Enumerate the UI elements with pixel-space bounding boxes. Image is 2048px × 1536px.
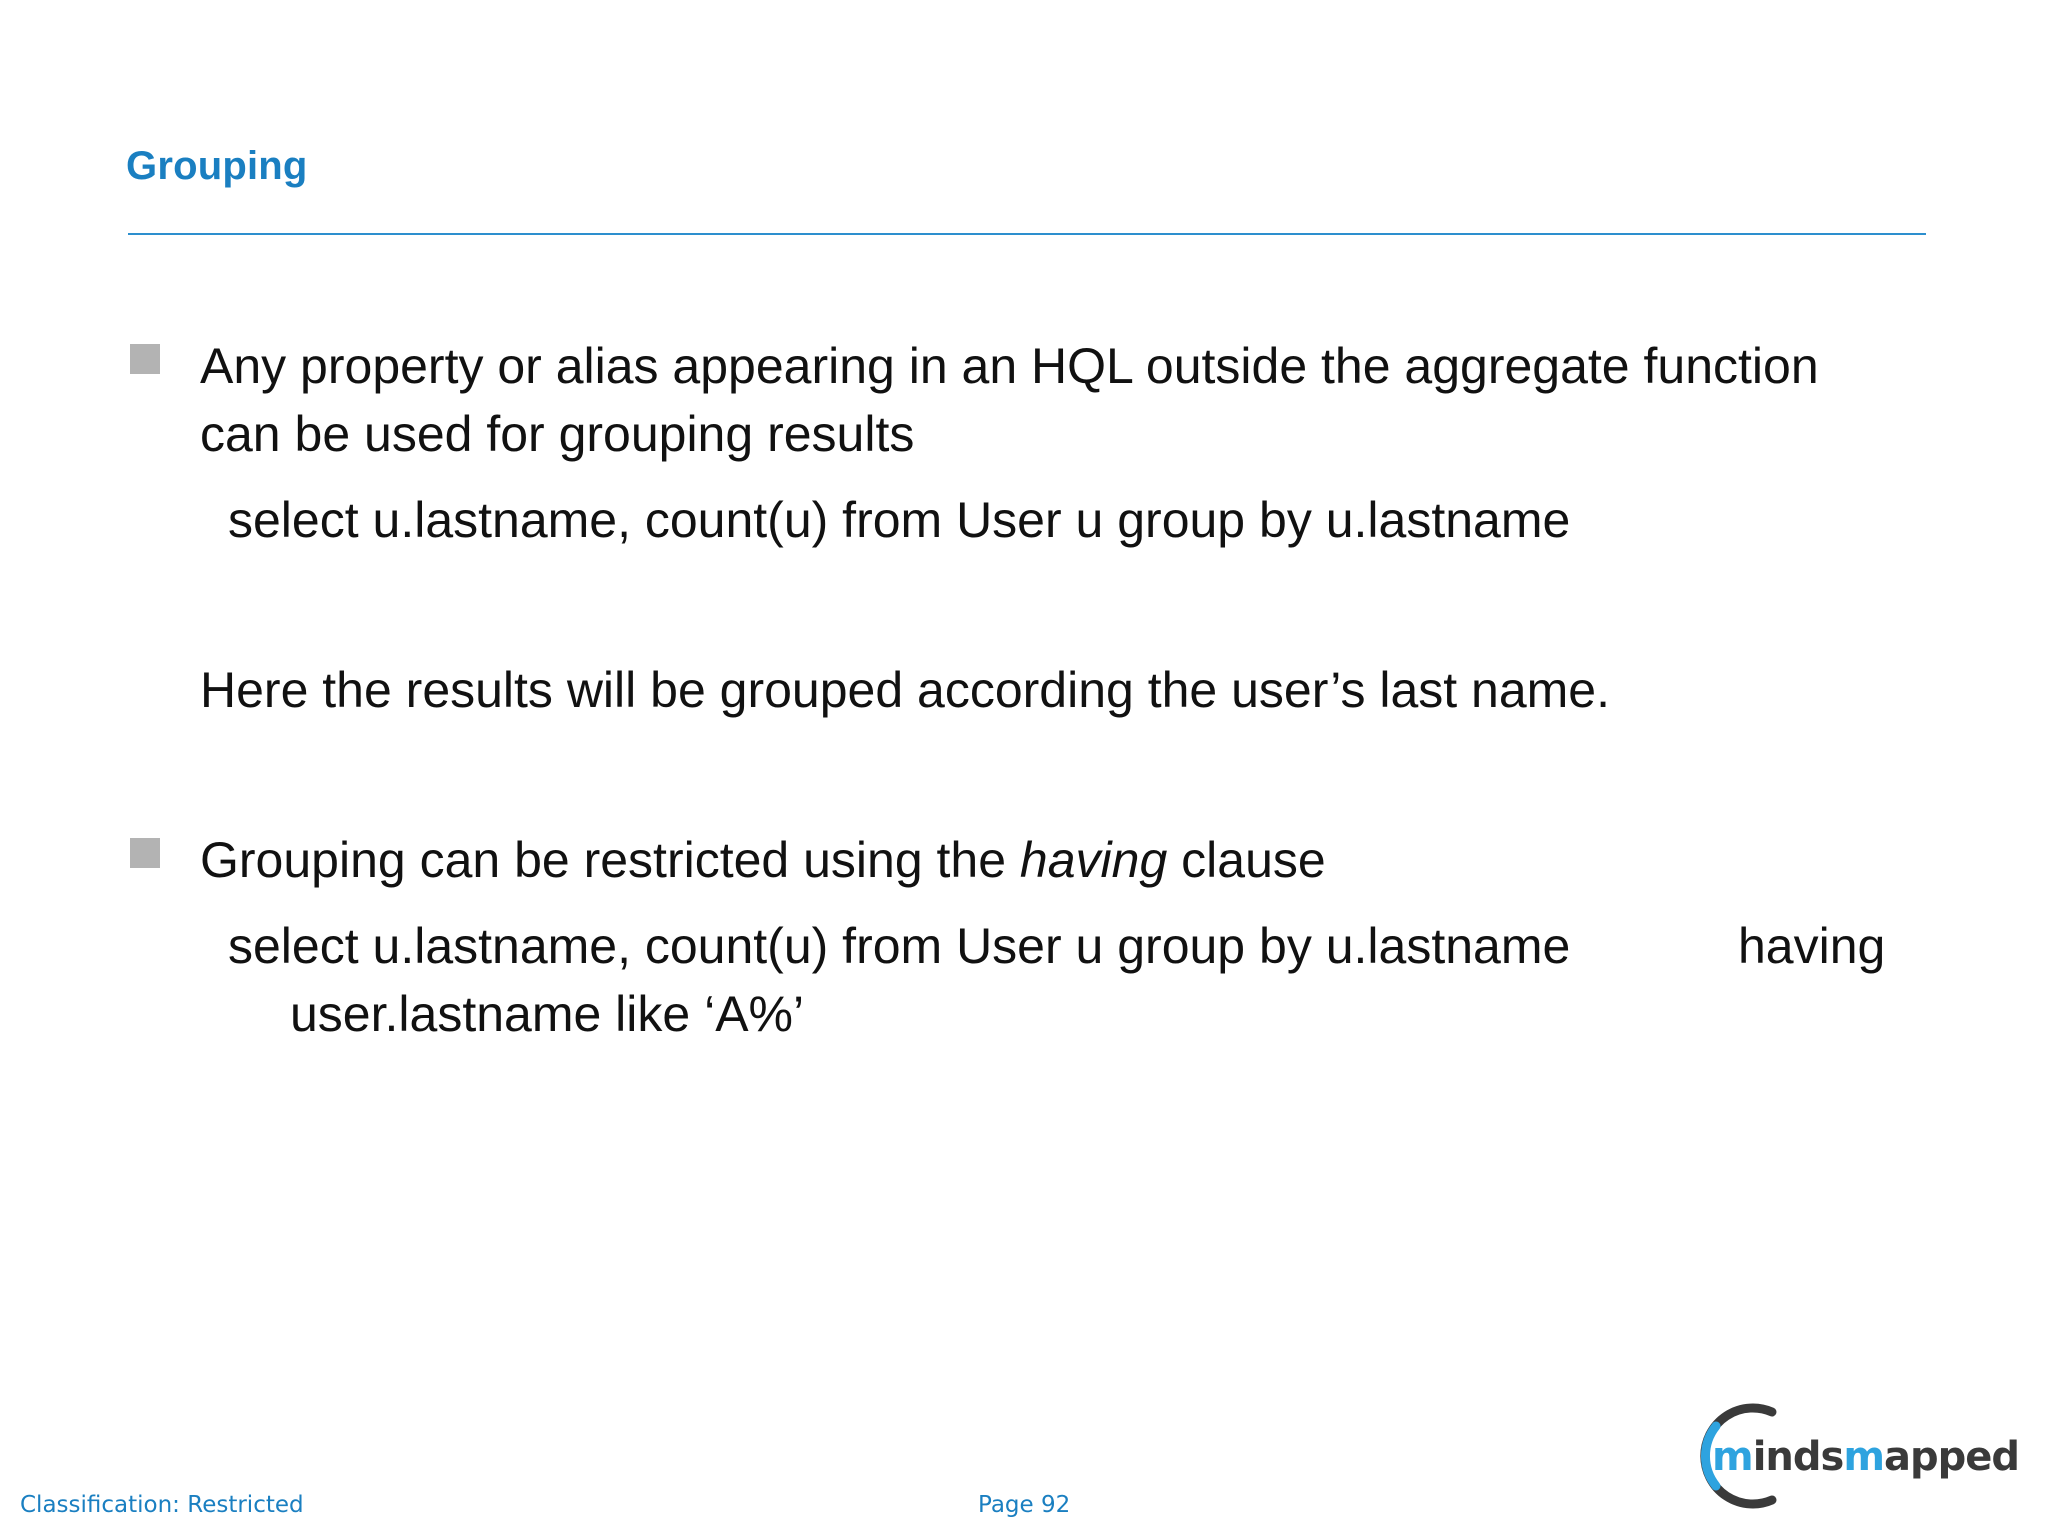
bullet-1-line-1: Any property or alias appearing in an HQL outside the aggregate function: [200, 338, 1819, 394]
logo-letter-m2: m: [1843, 1434, 1885, 1480]
bullet-1-code: select u.lastname, count(u) from User u group by u.lastname: [228, 492, 1571, 548]
logo-letters-inds: inds: [1752, 1434, 1844, 1480]
bullet-1-note: Here the results will be grouped according the user’s last name.: [200, 662, 1611, 718]
slide-title: Grouping: [126, 144, 308, 188]
title-divider: [128, 233, 1926, 235]
bullet-2-text-italic: having: [1019, 832, 1168, 888]
logo-letter-m1: m: [1712, 1434, 1753, 1480]
bullet-2-code-line-1-end: having: [1738, 918, 1886, 974]
bullet-1-line-2: can be used for grouping results: [200, 406, 915, 462]
footer-page-number: Page 92: [978, 1492, 1071, 1518]
bullet-2-code-line-1: select u.lastname, count(u) from User u group by u.lastname: [228, 918, 1571, 974]
svg-text:mindsmapped: [1712, 1434, 2019, 1480]
bullet-2-line-1: [200, 826, 1326, 894]
logo-letters-app: app: [1884, 1434, 1966, 1480]
bullet-2-text-before: Grouping can be restricted using the: [200, 832, 1020, 888]
footer-classification: Classification: Restricted: [20, 1492, 304, 1518]
bullet-2-code-line-2: user.lastname like ‘A%’: [290, 986, 805, 1042]
bullet-square-icon: [130, 838, 160, 868]
mindsmapped-logo: [1686, 1398, 2026, 1514]
bullet-2-text-after: clause: [1167, 832, 1326, 888]
logo-letters-ed: ed: [1965, 1434, 2020, 1480]
bullet-square-icon: [130, 344, 160, 374]
